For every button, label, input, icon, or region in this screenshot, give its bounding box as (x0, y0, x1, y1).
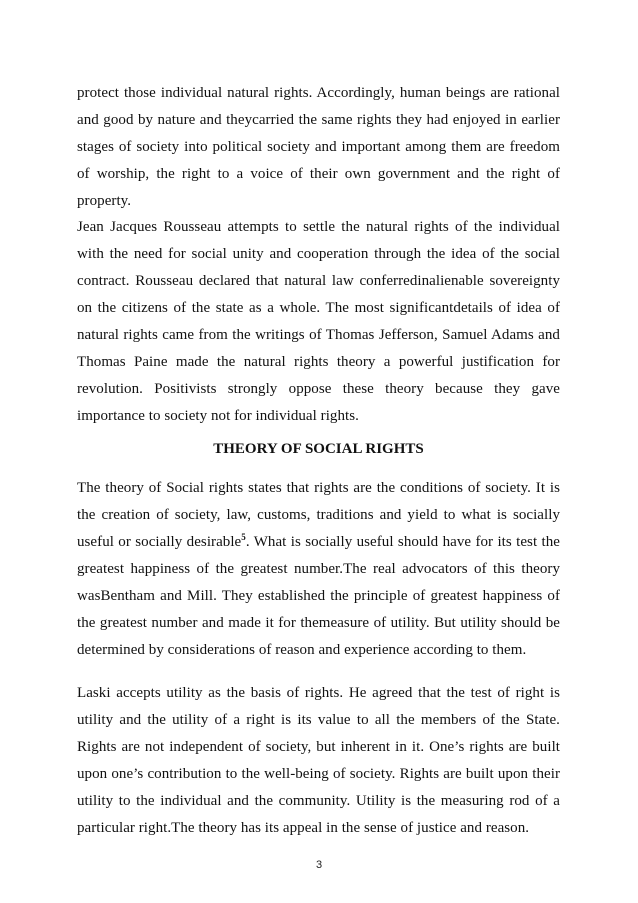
page-number: 3 (315, 859, 323, 871)
paragraph-rousseau: Jean Jacques Rousseau attempts to settle the natural rights of the individual with the need for social unity and cooperation through the idea of the social contract. Rousseau declared that natural law conferredinalienable sovereignty on the citizens of the state as a whole. The most significantdetails of idea of natural rights came from the writings of Thomas Jefferson, Samuel Adams and Thomas Paine made the natural rights theory a powerful justification for revolution. Positivists strongly oppose these theory because they gave importance to society not for individual rights. (77, 219, 560, 424)
paragraph-natural-rights-continuation: protect those individual natural rights. Accordingly, human beings are rational and good by nature and theycarried the same rights they had enjoyed in earlier stages of society into political society and important among them are freedom of worship, the right to a voice of their own government and the right of property. (77, 85, 560, 209)
social-rights-text-before-footnote: The theory of Social rights states that rights are the conditions of society. It is the creation of society, law, customs, traditions and yield to what is socially useful or socially desirable (77, 480, 560, 550)
footnote-marker: 5 (241, 532, 246, 542)
paragraph-social-rights (77, 475, 560, 664)
paragraph-laski: Laski accepts utility as the basis of rights. He agreed that the test of right is utility and the utility of a right is its value to all the members of the State. Rights are not independent of society, but inherent in it. One’s rights are built upon one’s contribution to the well-being of society. Rights are built upon their utility to the individual and the community. Utility is the measuring rod of a particular right.The theory has its appeal in the sense of justice and reason. (77, 685, 560, 836)
section-heading: THEORY OF SOCIAL RIGHTS (213, 441, 424, 458)
social-rights-text-after-footnote: . What is socially useful should have for its test the greatest happiness of the greatest number.The real advocators of this theory wasBentham and Mill. They established the principle of greatest happiness of the greatest number and made it for themeasure of utility. But utility should be determined by considerations of reason and experience according to them. (77, 534, 560, 658)
